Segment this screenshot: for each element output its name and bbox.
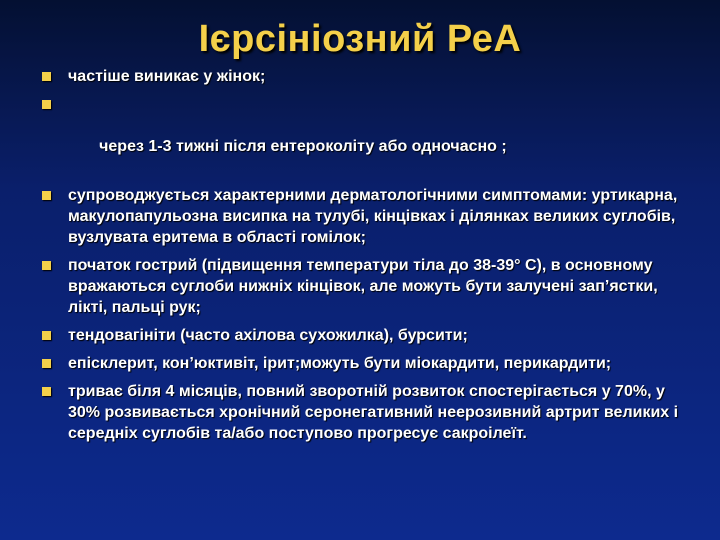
square-bullet-icon [42, 261, 51, 270]
bullet-text: частіше виникає у жінок; [68, 68, 266, 85]
square-bullet-icon [42, 331, 51, 340]
bullet-text: початок гострий (підвищення температури тіла до 38-39° С), в основному вражаються суглоби нижніх кінцівок, але можуть бути залучені зап’ястки, лікті, пальці рук; [68, 257, 658, 316]
bullet-list [38, 66, 688, 451]
bullet-text: супроводжується характерними дерматологічними симптомами: уртикарна, макулопапульозна висипка на тулубі, кінцівках і ділянках великих суглобів, вузлувата еритема в області гомілок; [68, 187, 678, 246]
bullet-item [38, 325, 688, 346]
square-bullet-icon [42, 100, 51, 109]
bullet-item [38, 94, 688, 178]
bullet-text: епісклерит, кон’юктивіт, ірит;можуть бути міокардити, перикардити; [68, 355, 612, 372]
square-bullet-icon [42, 359, 51, 368]
bullet-text: триває біля 4 місяців, повний зворотній розвиток спостерігається у 70%, у 30% розвивається хронічний серонегативний неерозивний артрит великих і середніх суглобів та/або поступово прогресує сакроілеїт. [68, 383, 679, 442]
square-bullet-icon [42, 191, 51, 200]
bullet-item [38, 66, 688, 87]
bullet-item [38, 353, 688, 374]
bullet-text: тендовагініти (часто ахілова сухожилка), бурсити; [68, 327, 468, 344]
square-bullet-icon [42, 72, 51, 81]
slide-title: Ієрсініозний РеА [198, 18, 522, 60]
square-bullet-icon [42, 387, 51, 396]
bullet-item [38, 185, 688, 248]
bullet-text: через 1-3 тижні після ентероколіту або одночасно ; [94, 138, 507, 155]
bullet-item [38, 381, 688, 444]
bullet-item [38, 255, 688, 318]
